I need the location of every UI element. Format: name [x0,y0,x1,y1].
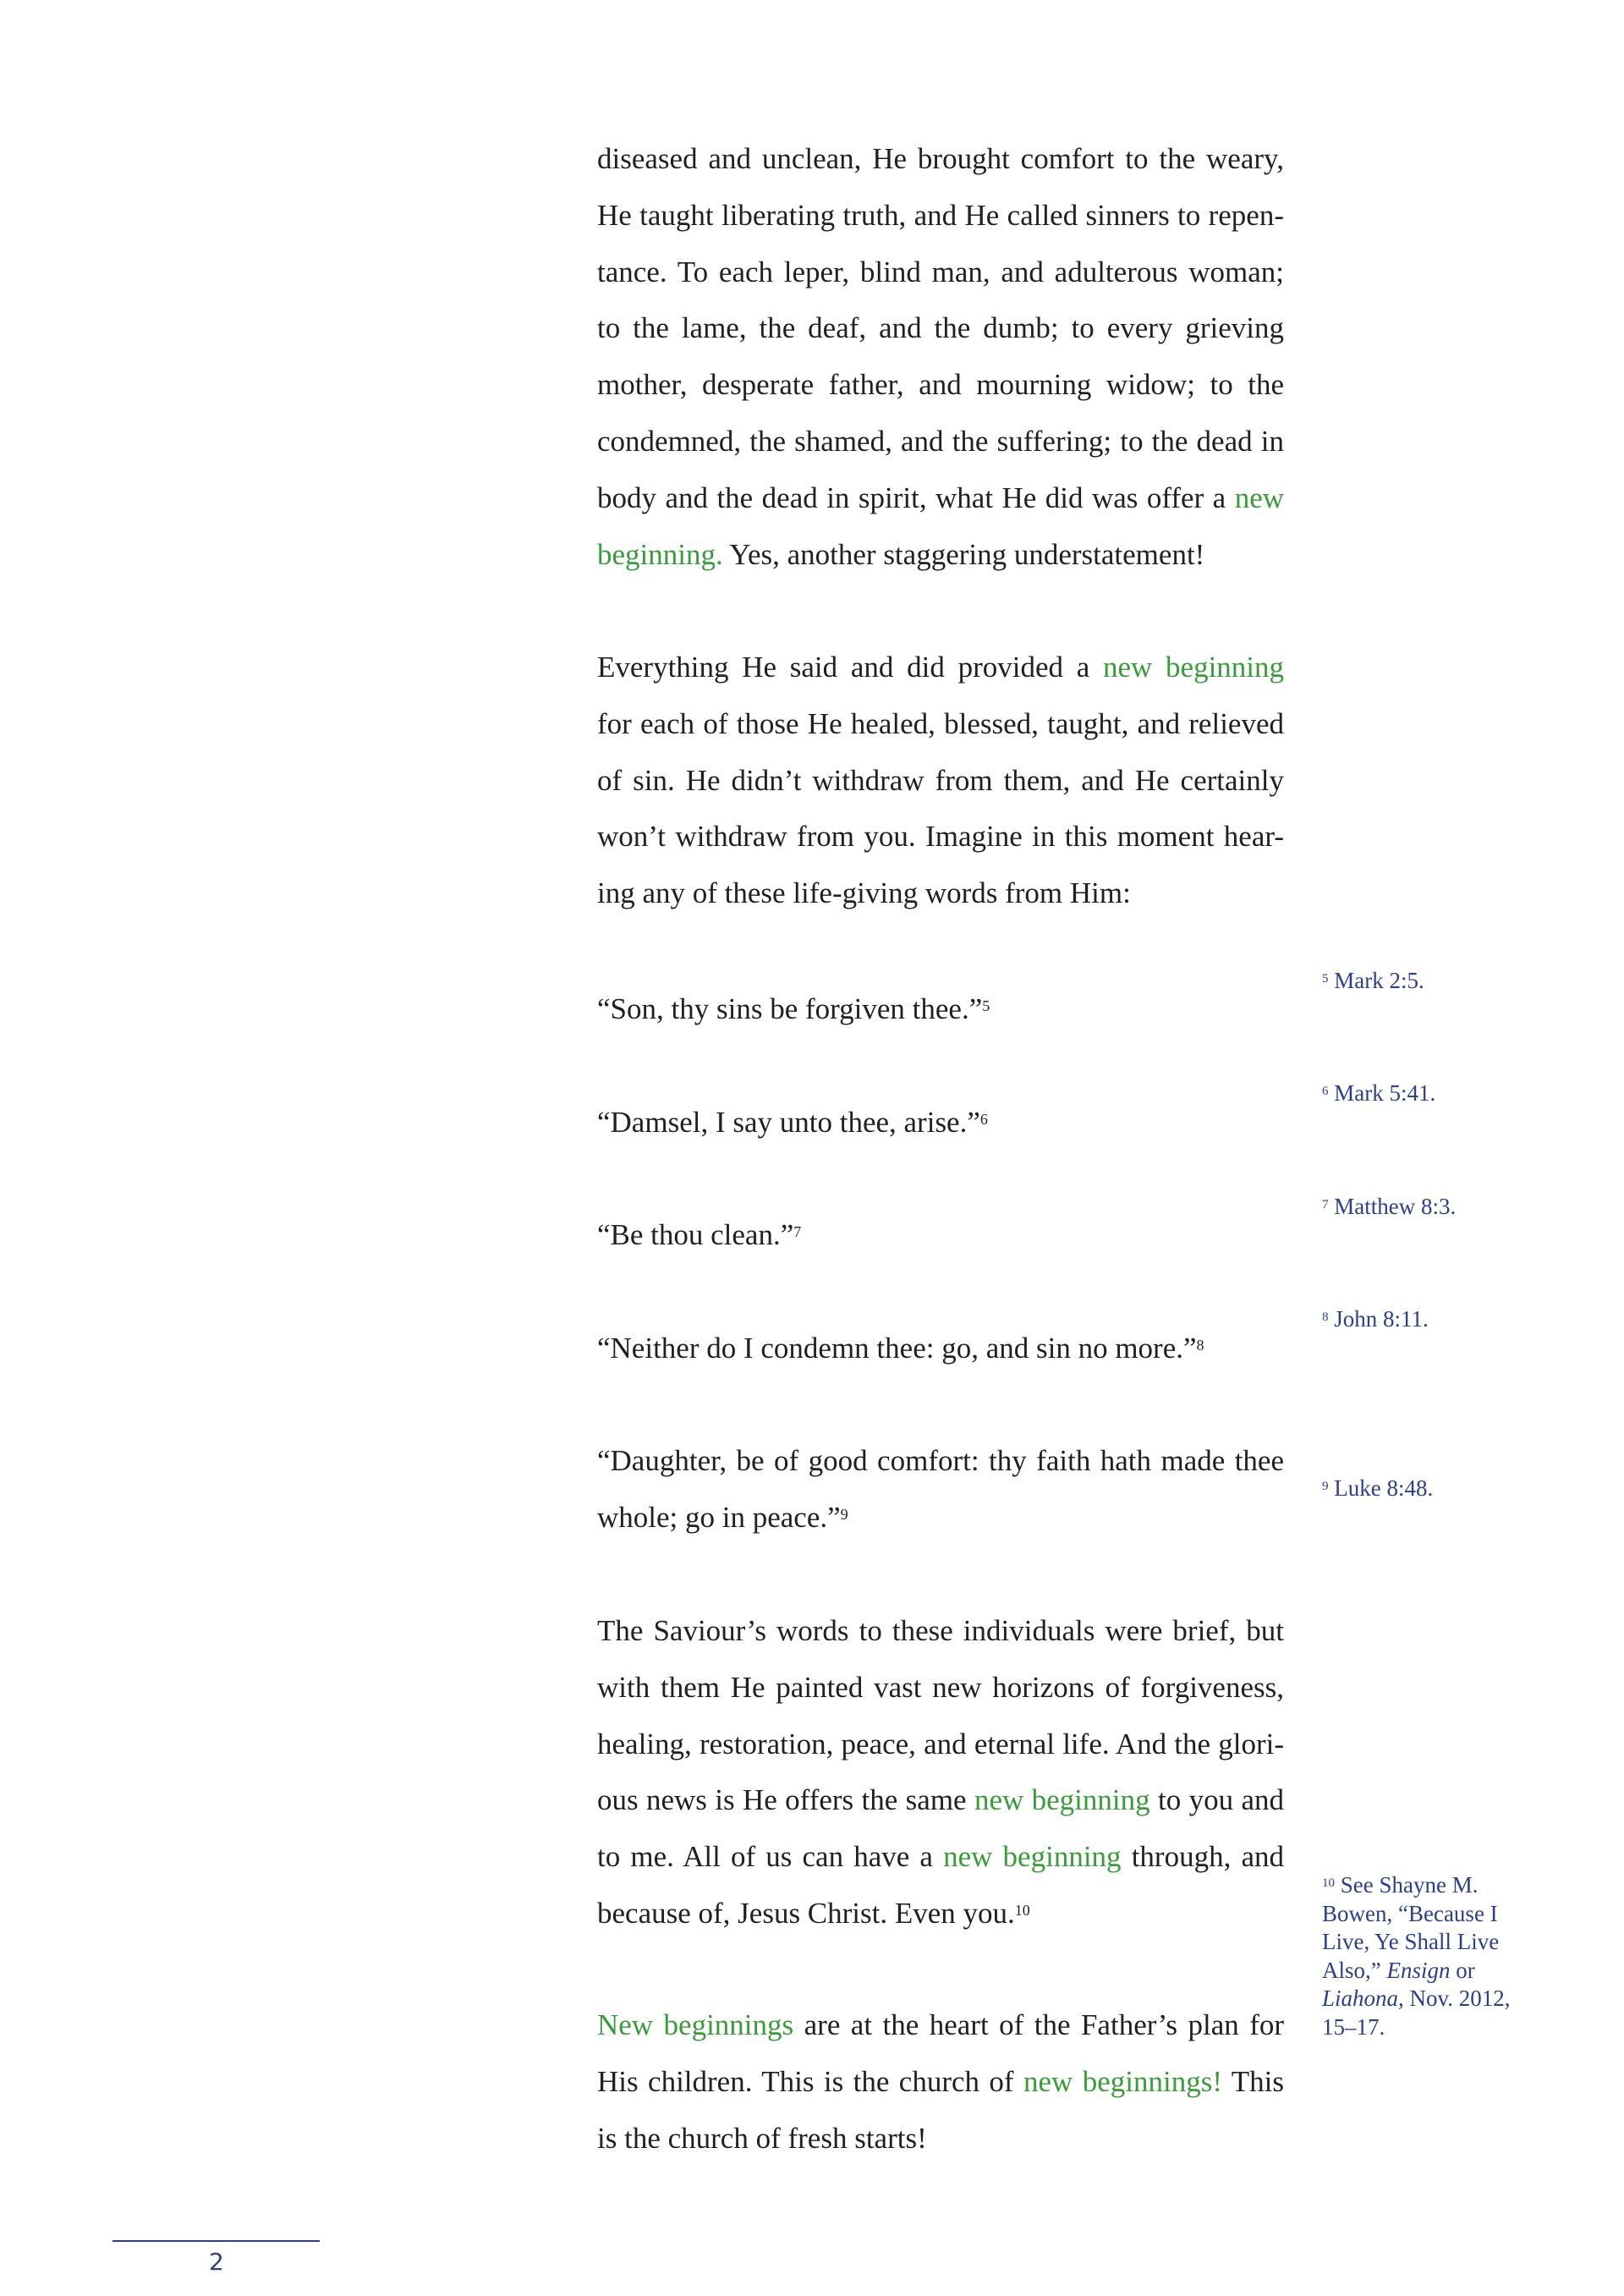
text-line [597,1829,1284,1886]
text-span: Yes, another staggering understatement! [729,537,1205,571]
footnote-text: Nov. 2012, [1409,1986,1511,2011]
text-line: for each of those He healed, blessed, taught, and relieved [597,706,1284,740]
footnote-6 [1322,1079,1525,1108]
scripture-quote [597,1433,1284,1546]
text-line: healing, restoration, peace, and eternal life. And the glori- [597,1727,1284,1760]
text-span: to me. All of us can have a [597,1840,933,1874]
footnote-line: 15–17. [1322,2013,1385,2040]
footnote-text: Also,” [1322,1957,1381,1983]
text-span: His children. This is the church of [597,2064,1014,2098]
footnote-text: Mark 2:5. [1334,968,1424,993]
text-span: body and the dead in spirit, what He did was offer a [597,481,1226,514]
footnote-ref: 7 [793,1223,802,1240]
footnote-number: 7 [1322,1198,1329,1211]
text-line: mother, desperate father, and mourning widow; to the [597,368,1284,402]
footnote-5 [1322,967,1525,996]
highlight-new-beginning: new beginning [943,1840,1122,1874]
footnote-9 [1322,1475,1525,1503]
text-line [597,1886,1284,1942]
footnote-number: 10 [1322,1876,1335,1890]
footnote-text: John 8:11. [1334,1306,1429,1332]
text-span: to you and [1158,1783,1285,1817]
footnote-ref: 6 [979,1111,988,1128]
footnote-number: 5 [1322,972,1329,986]
footnote-text: Matthew 8:3. [1334,1194,1457,1219]
text-line [597,1997,1284,2054]
text-line: ing any of these life-giving words from Him: [597,876,1131,910]
footnote-number: 8 [1322,1310,1329,1324]
text-line: condemned, the shamed, and the suffering; to the dead in [597,424,1284,458]
paragraph-3 [597,1603,1284,1942]
text-line: won’t withdraw from you. Imagine in this moment hear- [597,820,1284,854]
footnote-number: 6 [1322,1085,1329,1098]
paragraph-2 [597,640,1284,922]
scripture-quote [597,1095,1284,1151]
footnote-10 [1322,1871,1525,2041]
text-span: are at the heart of the Father’s plan for [804,2008,1285,2041]
footnote-ref: 8 [1196,1337,1204,1354]
text-span: through, and [1131,1840,1284,1874]
footnote-text: See Shayne M. [1340,1872,1479,1898]
text-span: because of, Jesus Christ. Even you. [597,1896,1015,1930]
text-span: This [1231,2064,1284,2098]
text-line [597,1490,1284,1546]
paragraph-4 [597,1997,1284,2167]
text-line [597,1772,1284,1829]
footnote-8 [1322,1305,1525,1334]
paragraph-1 [597,131,1284,583]
highlight-new-beginning: beginning. [597,537,723,571]
footnote-ref: 5 [982,997,990,1014]
footnote-line: Bowen, “Because I [1322,1900,1498,1926]
text-line: He taught liberating truth, and He called sinners to repen- [597,198,1284,232]
text-line: “Daughter, be of good comfort: thy faith hath made thee [597,1444,1284,1477]
highlight-new-beginning: new beginning [1103,651,1285,684]
text-span: Everything He said and did provided a [597,651,1090,684]
footnote-text: Mark 5:41. [1334,1080,1436,1106]
quote-text: whole; go in peace.” [597,1500,841,1534]
footnote-ref: 9 [840,1505,848,1523]
text-line: to the lame, the deaf, and the dumb; to every grieving [597,311,1284,345]
footnote-7 [1322,1193,1525,1222]
text-line: diseased and unclean, He brought comfort to the weary, [597,142,1284,175]
text-line [597,470,1284,527]
publication-title: Liahona, [1322,1986,1404,2011]
footnote-text: Luke 8:48. [1334,1475,1434,1501]
text-line: tance. To each leper, blind man, and adulterous woman; [597,255,1284,288]
highlight-new-beginning: new [1234,481,1284,514]
footnote-line [1322,1957,1525,1986]
footer-rule [112,2240,320,2242]
scripture-quote [597,1207,1284,1264]
quote-text: “Be thou clean.” [597,1218,794,1251]
text-line: of sin. He didn’t withdraw from them, and He certainly [597,763,1284,797]
text-line: The Saviour’s words to these individuals were brief, but [597,1614,1284,1647]
footnote-line [1322,1871,1525,1900]
text-line: with them He painted vast new horizons of forgiveness, [597,1670,1284,1704]
scripture-quote [597,1321,1284,1377]
text-span: ous news is He offers the same [597,1783,967,1817]
footnote-line: Live, Ye Shall Live [1322,1929,1500,1954]
text-line [597,527,1284,584]
text-line [597,2054,1284,2111]
publication-title: Ensign [1386,1957,1451,1983]
highlight-new-beginnings: new beginnings! [1023,2064,1222,2098]
text-line [597,640,1284,696]
quote-text: “Son, thy sins be forgiven thee.” [597,992,983,1025]
page-number: 2 [209,2248,224,2276]
quote-text: “Neither do I condemn thee: go, and sin no more.” [597,1332,1197,1365]
scripture-quote [597,981,1284,1038]
text-line: is the church of fresh starts! [597,2121,927,2155]
footnote-number: 9 [1322,1480,1329,1493]
footnote-text: or [1456,1957,1475,1983]
quote-text: “Damsel, I say unto thee, arise.” [597,1106,980,1139]
footnote-line [1322,1985,1525,2013]
highlight-new-beginning: new beginning [974,1783,1150,1817]
footnote-ref: 10 [1014,1901,1030,1919]
highlight-new-beginnings: New beginnings [597,2008,794,2041]
